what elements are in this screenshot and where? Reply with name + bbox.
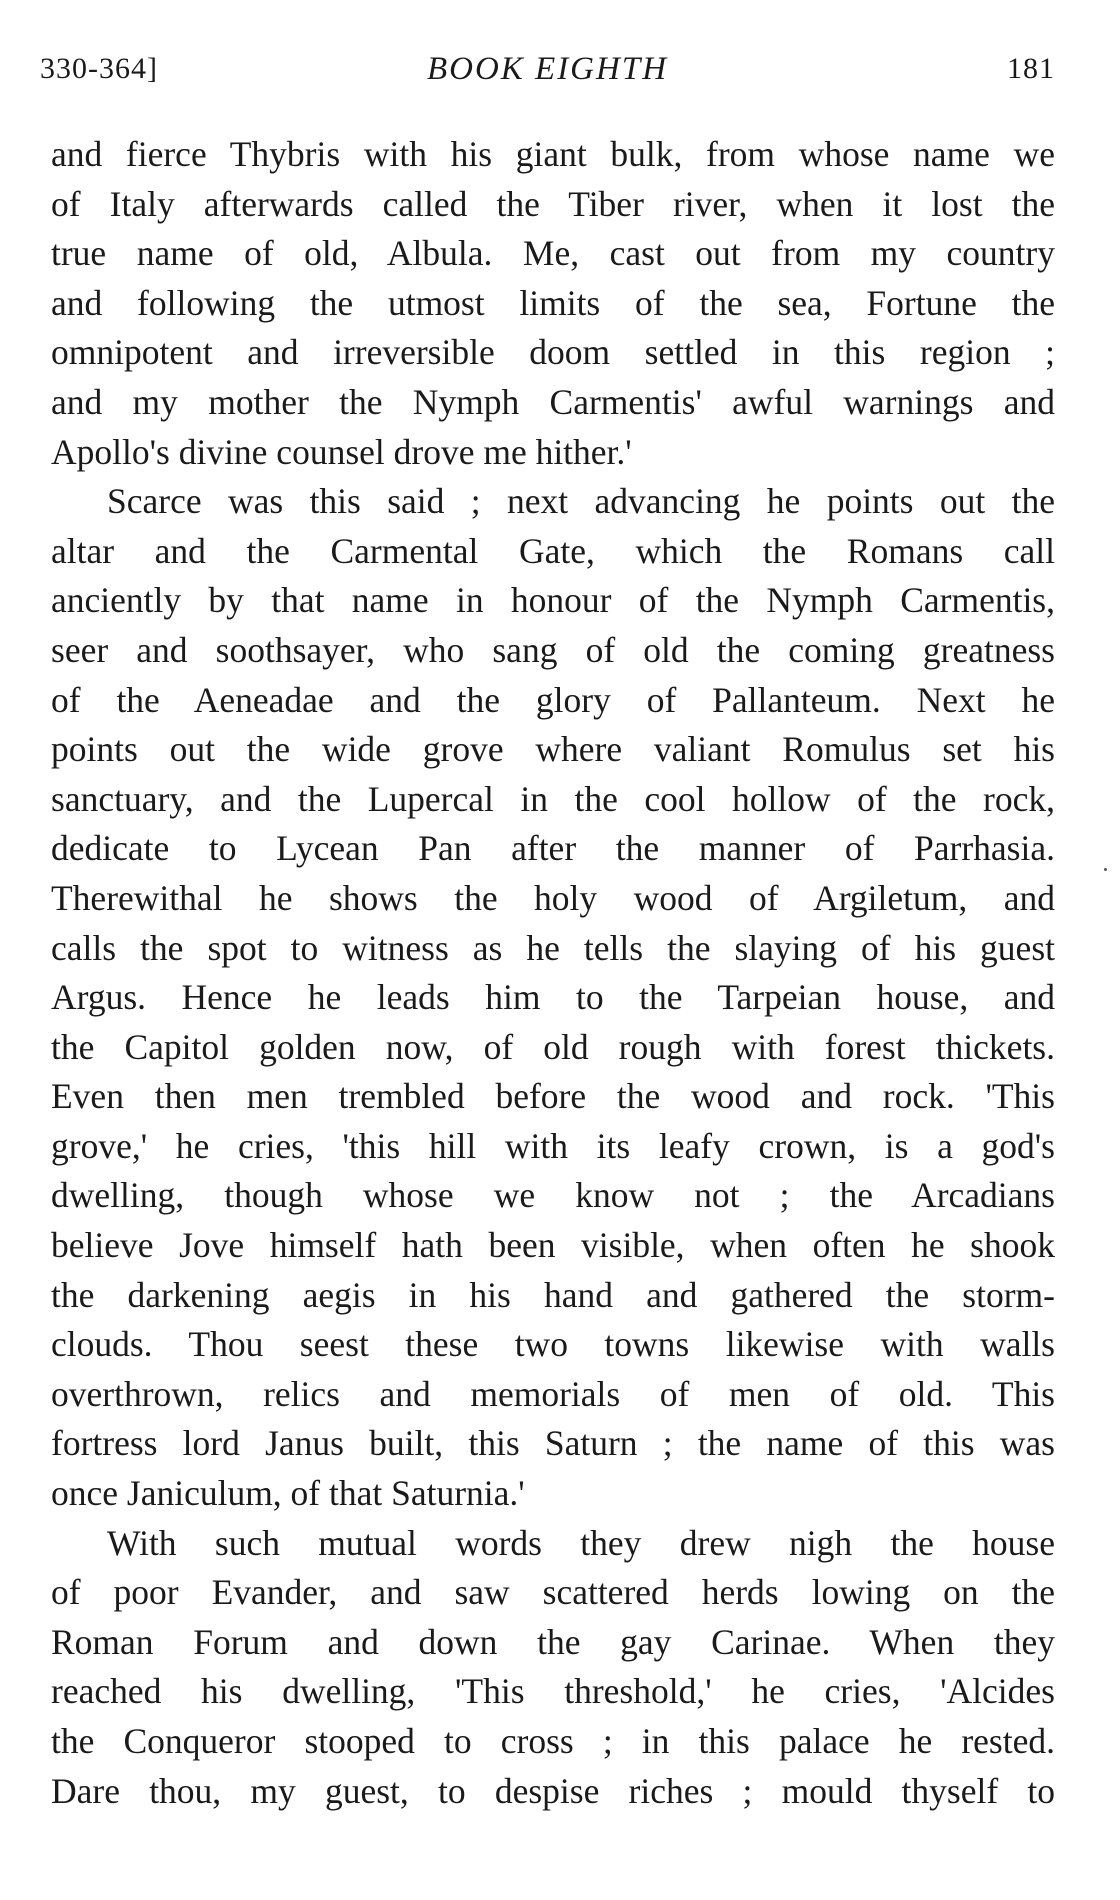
text-line: and following the utmost limits of the sea, Fortune the <box>51 282 1055 323</box>
text-line: Dare thou, my guest, to despise riches ; mould thyself to <box>51 1770 1055 1811</box>
text-line: the Conqueror stooped to cross ; in this palace he rested. <box>51 1721 1055 1761</box>
text-line: anciently by that name in honour of the Nymph Carmentis, <box>51 580 1055 621</box>
text-line: clouds. Thou seest these two towns likewise with walls <box>51 1324 1055 1365</box>
text-line: altar and the Carmental Gate, which the Romans call <box>51 530 1055 571</box>
text-line: reached his dwelling, 'This threshold,' he cries, 'Alcides <box>51 1671 1055 1712</box>
text-line: the darkening aegis in his hand and gathered the storm- <box>51 1274 1055 1315</box>
text-line: With such mutual words they drew nigh the house <box>107 1522 1055 1563</box>
text-line: of Italy afterwards called the Tiber river, when it lost the <box>51 183 1055 224</box>
text-line: points out the wide grove where valiant Romulus set his <box>51 729 1055 770</box>
text-line: once Janiculum, of that Saturnia.' <box>51 1473 525 1514</box>
body-text <box>51 130 1055 1816</box>
text-line: Roman Forum and down the gay Carinae. When they <box>51 1621 1055 1662</box>
text-line: dwelling, though whose we know not ; the Arcadians <box>51 1175 1055 1216</box>
text-line: Apollo's divine counsel drove me hither.' <box>51 431 632 472</box>
text-line: the Capitol golden now, of old rough with forest thickets. <box>51 1026 1055 1067</box>
text-line: omnipotent and irreversible doom settled in this region ; <box>51 332 1055 373</box>
text-line: fortress lord Janus built, this Saturn ; the name of this was <box>51 1423 1055 1464</box>
text-line: of poor Evander, and saw scattered herds lowing on the <box>51 1572 1055 1613</box>
print-speck <box>1104 868 1107 871</box>
text-line: and my mother the Nymph Carmentis' awful warnings and <box>51 381 1055 422</box>
text-line: Therewithal he shows the holy wood of Argiletum, and <box>51 877 1055 918</box>
text-line: grove,' he cries, 'this hill with its leafy crown, is a god's <box>51 1125 1055 1166</box>
text-line: true name of old, Albula. Me, cast out from my country <box>51 233 1055 274</box>
text-line: and fierce Thybris with his giant bulk, from whose name we <box>51 134 1055 174</box>
text-line: seer and soothsayer, who sang of old the coming greatness <box>51 629 1055 670</box>
text-line: Scarce was this said ; next advancing he points out the <box>107 481 1055 522</box>
line-range: 330-364] <box>40 52 158 85</box>
text-line: of the Aeneadae and the glory of Pallanteum. Next he <box>51 679 1055 720</box>
text-line: overthrown, relics and memorials of men of old. This <box>51 1373 1055 1414</box>
text-line: Even then men trembled before the wood and rock. 'This <box>51 1076 1055 1117</box>
text-line: sanctuary, and the Lupercal in the cool hollow of the rock, <box>51 778 1055 819</box>
running-head <box>40 44 1055 94</box>
text-line: dedicate to Lycean Pan after the manner of Parrhasia. <box>51 828 1055 869</box>
book-title: BOOK EIGHTH <box>426 51 669 87</box>
page-number: 181 <box>1007 52 1055 85</box>
text-line: Argus. Hence he leads him to the Tarpeian house, and <box>51 977 1055 1018</box>
text-line: calls the spot to witness as he tells the slaying of his guest <box>51 927 1055 968</box>
text-line: believe Jove himself hath been visible, when often he shook <box>51 1225 1055 1266</box>
